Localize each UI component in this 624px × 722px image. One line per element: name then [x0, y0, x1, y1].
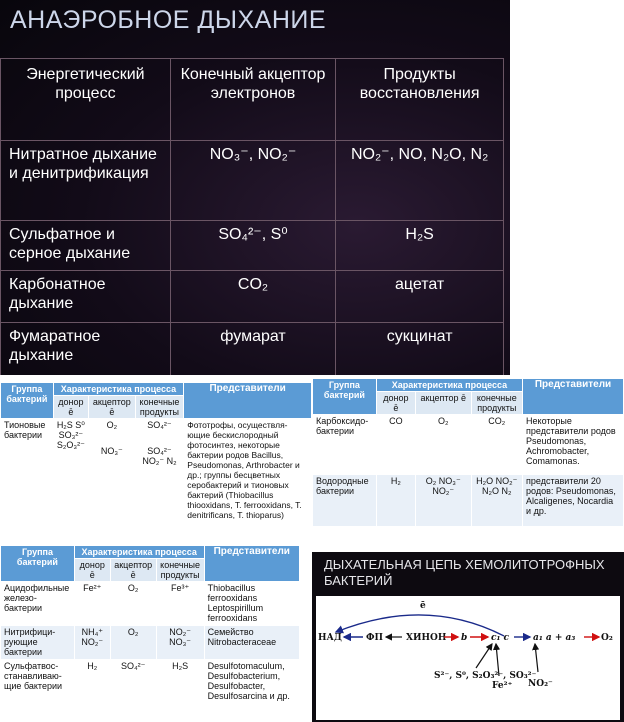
c1c-label: c₁ c [491, 633, 510, 643]
acceptor-cell: NO₃⁻, NO₂⁻ [170, 141, 335, 221]
table-row [1, 660, 300, 704]
carboxydo-hydrogen-table [312, 378, 624, 527]
table-row [313, 475, 624, 527]
representatives-cell: Thiobacillus ferrooxidans Leptospirillum ferrooxidans [204, 582, 299, 626]
header-characteristic: Характеристика процесса [74, 546, 204, 559]
products-cell: H₂S [156, 660, 204, 704]
representatives-cell: представители 20 родов: Pseudomonas, Alcaligenes, Nocardia и др. [523, 475, 624, 527]
group-cell: Ацидофильные железо-бактерии [1, 582, 75, 626]
table-row [1, 323, 504, 376]
products-cell: NO₂⁻ NO₃⁻ [156, 626, 204, 660]
chemolithotroph-table [0, 545, 300, 704]
arrow-no2-a [535, 644, 538, 672]
representatives-cell: Desulfotomaculum, Desulfobacterium, Desulfobacter, Desulfosarcina и др. [204, 660, 299, 704]
sulfur-donors: S²⁻, S⁰, S₂O₃²⁻, SO₃²⁻ [434, 671, 537, 681]
header-acceptor: акцептор ē [89, 396, 136, 419]
chain-svg [316, 596, 620, 720]
products-cell: сукцинат [336, 323, 504, 376]
header-representatives: Представители [523, 379, 624, 415]
products-cell: Fe³⁺ [156, 582, 204, 626]
representatives-cell: Фототрофы, осуществля-ющие бескислородный фотосинтез, некоторые бактерии родов Bacillus, Pseudomonas, Arthrobacter и др.; группы бесцветных серобактерий и тионовых бактерий (Thiobacillus thiooxidans, T. ferrooxidans, T. denitrificans, T. thioparus) [184, 419, 312, 531]
acceptor-cell: NO₃⁻ [89, 445, 136, 531]
b-label: b [461, 633, 468, 643]
donor-cell: H₂ [376, 475, 415, 527]
products-cell: SO₄²⁻ NO₂⁻ N₂ [135, 445, 184, 531]
representatives-cell: Некоторые представители родов Pseudomonas, Achromobacter, Comamonas. [523, 415, 624, 475]
slide-anaerobic-respiration [0, 0, 510, 375]
acceptor-cell: O₂ [415, 415, 471, 475]
header-characteristic: Характеристика процесса [53, 383, 184, 396]
header-donor: донор ē [376, 392, 415, 415]
acceptor-cell: SO₄²⁻, S⁰ [170, 221, 335, 271]
table-row [1, 271, 504, 323]
header-representatives: Представители [204, 546, 299, 582]
acceptor-cell: фумарат [170, 323, 335, 376]
header-group: Группа бактерий [1, 383, 54, 419]
representatives-cell: Семейство Nitrobacteraceae [204, 626, 299, 660]
no2-donor: NO₂⁻ [528, 679, 553, 689]
fe-donor: Fe²⁺ [492, 681, 513, 691]
header-process: Энергетический процесс [1, 59, 171, 141]
header-group: Группа бактерий [1, 546, 75, 582]
products-cell: NO₂⁻, NO, N₂O, N₂ [336, 141, 504, 221]
nad-label: НАД [318, 633, 342, 643]
products-cell: H₂O NO₂⁻ N₂O N₂ [471, 475, 522, 527]
header-donor: донор ē [74, 559, 110, 582]
header-end-products: конечные продукты [156, 559, 204, 582]
group-cell: Тионовые бактерии [1, 419, 54, 531]
thionic-bacteria-table [0, 382, 312, 531]
table-row [313, 415, 624, 475]
a-chain-label: a₁ a + a₃ [533, 633, 576, 643]
acceptor-cell: SO₄²⁻ [110, 660, 156, 704]
header-acceptor: акцептор ē [110, 559, 156, 582]
process-cell: Фумаратное дыхание [1, 323, 171, 376]
group-cell: Водородные бактерии [313, 475, 377, 527]
acceptor-cell: O₂ [110, 626, 156, 660]
anaerobic-table [0, 58, 504, 375]
header-representatives: Представители [184, 383, 312, 419]
header-end-products: конечные продукты [471, 392, 522, 415]
donor-cell: H₂S S⁰ SO₃²⁻ S₂O₃²⁻ [53, 419, 88, 531]
process-cell: Карбонатное дыхание [1, 271, 171, 323]
header-acceptor: Конечный акцептор электронов [170, 59, 335, 141]
chain-title: ДЫХАТЕЛЬНАЯ ЦЕПЬ ХЕМОЛИТОТРОФНЫХ БАКТЕРИЙ [324, 557, 605, 588]
respiratory-chain-slide [312, 552, 624, 722]
group-cell: Сульфатвос-станавливаю-щие бактерии [1, 660, 75, 704]
acceptor-cell: CO₂ [170, 271, 335, 323]
electron-label: ē [420, 601, 426, 611]
table-row [1, 141, 504, 221]
arrow-sulfur-c [476, 644, 492, 668]
table-row [1, 419, 312, 445]
fp-label: ФП [366, 633, 384, 643]
donor-cell: NH₄⁺ NO₂⁻ [74, 626, 110, 660]
table-row [1, 626, 300, 660]
process-cell: Нитратное дыхание и денитрификация [1, 141, 171, 221]
group-cell: Нитрифици-рующие бактерии [1, 626, 75, 660]
donor-cell: Fe²⁺ [74, 582, 110, 626]
donor-cell: CO [376, 415, 415, 475]
chain-diagram [316, 596, 620, 720]
products-cell: H₂S [336, 221, 504, 271]
header-products: Продукты восстановления [336, 59, 504, 141]
table-row [1, 582, 300, 626]
products-cell: ацетат [336, 271, 504, 323]
header-characteristic: Характеристика процесса [376, 379, 522, 392]
products-cell: SO₄²⁻ [135, 419, 184, 445]
acceptor-cell: O₂ [110, 582, 156, 626]
donor-cell: H₂ [74, 660, 110, 704]
acceptor-cell: O₂ [89, 419, 136, 445]
header-group: Группа бактерий [313, 379, 377, 415]
header-end-products: конечные продукты [135, 396, 184, 419]
header-acceptor: акцептор ē [415, 392, 471, 415]
products-cell: CO₂ [471, 415, 522, 475]
slide-title: АНАЭРОБНОЕ ДЫХАНИЕ [10, 6, 327, 34]
process-cell: Сульфатное и серное дыхание [1, 221, 171, 271]
acceptor-cell: O₂ NO₃⁻ NO₂⁻ [415, 475, 471, 527]
group-cell: Карбоксидо-бактерии [313, 415, 377, 475]
header-donor: донор ē [53, 396, 88, 419]
hinon-label: ХИНОН [406, 633, 447, 643]
table-row [1, 221, 504, 271]
o2-label: O₂ [601, 633, 613, 643]
